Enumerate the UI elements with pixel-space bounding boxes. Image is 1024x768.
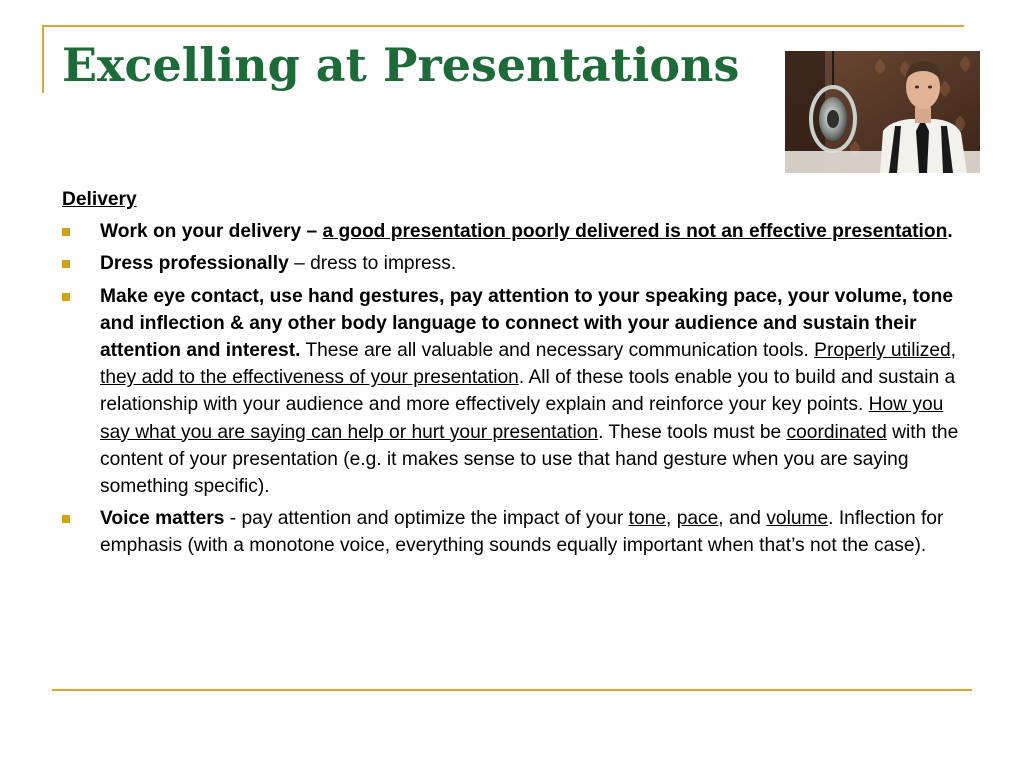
bullet-period: . (947, 221, 953, 243)
man-at-microphone-photo (785, 51, 980, 173)
left-accent-line (42, 25, 44, 93)
square-bullet-icon (62, 228, 70, 236)
bullet-lead-text: Dress professionally (100, 253, 289, 275)
slide-title: Excelling at Presentations (62, 38, 740, 92)
bullet-text: – dress to impress. (288, 253, 457, 275)
bullet-lead-text: Make eye contact, use hand gestures, pay attention to your speaking pace, your volume, tone and inflection & any other body language to connect with your audience and sustain their attention and interest. (100, 285, 954, 362)
top-accent-line (42, 25, 964, 27)
bullet-text: . Inflection for emphasis (with a monotone voice, everything sounds equally important when that’s not the case). (100, 508, 944, 557)
bullet-item-delivery (62, 218, 962, 245)
bullet-text: . All of these tools enable you to build and sustain a relationship with your audience and more effectively explain and reinforce your key points. (100, 367, 956, 416)
underlined-word: pace (676, 508, 719, 530)
underlined-phrase: How you say what you are saying can help or hurt your presentation (100, 394, 944, 443)
underlined-word: coordinated (786, 421, 887, 443)
bullet-text: , and (718, 508, 767, 530)
underlined-word: volume (766, 508, 829, 530)
bullet-text: . These tools must be (598, 421, 787, 443)
bottom-accent-line (52, 689, 972, 691)
slide-body (62, 186, 962, 565)
underlined-phrase: Properly utilized, they add to the effectiveness of your presentation (100, 340, 956, 389)
square-bullet-icon (62, 260, 70, 268)
bullet-text: with the content of your presentation (e.g. it makes sense to use that hand gesture when you are saying something specific). (100, 421, 959, 498)
square-bullet-icon (62, 293, 70, 301)
bullet-list (62, 218, 962, 559)
bullet-lead-text: Voice matters (100, 508, 225, 530)
bullet-lead-text: Work on your delivery – (100, 221, 323, 243)
square-bullet-icon (62, 515, 70, 523)
underlined-word: tone (628, 508, 667, 530)
bullet-item-voice (62, 505, 962, 559)
bullet-item-dress (62, 250, 962, 277)
bullet-item-body-language (62, 283, 962, 501)
key-point-underlined: a good presentation poorly delivered is not an effective presentation (322, 221, 948, 243)
section-heading-delivery: Delivery (62, 189, 137, 210)
bullet-text: - pay attention and optimize the impact of your (224, 508, 629, 530)
bullet-text: , (666, 508, 677, 530)
bullet-text: These are all valuable and necessary communication tools. (300, 340, 815, 362)
